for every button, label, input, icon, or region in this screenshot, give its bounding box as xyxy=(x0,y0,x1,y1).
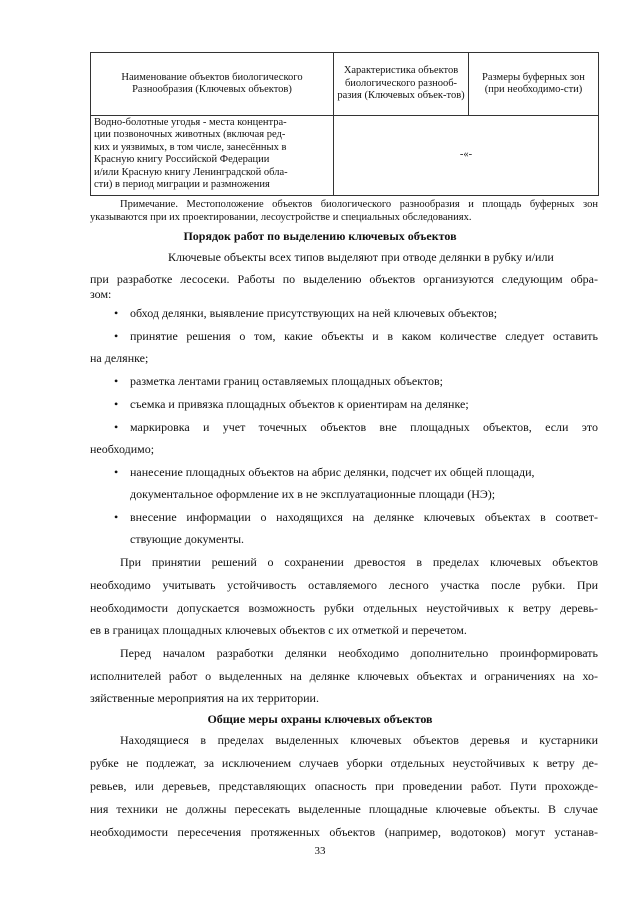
cell-line: ции позвоночных животных (включая ред- xyxy=(94,129,286,141)
list-item: принятие решения о том, какие объекты и в каком количестве следует оставить xyxy=(130,329,598,343)
cell-line: Водно-болотные угодья - места концентра- xyxy=(94,117,287,128)
paragraph-line: необходимости допускается возможность рубки отдельных неустойчивых к ветру деревь- xyxy=(90,601,598,615)
paragraph-line: ревьев, или деревьев, представляющих опасность при проведении работ. Пути прохожде- xyxy=(90,779,598,793)
table-header-buffer-size: Размеры буферных зон (при необходимо-сти) xyxy=(469,53,599,116)
paragraph-line: ев в границах площадных ключевых объектов с их отметкой и перечетом. xyxy=(90,623,467,637)
bullet-icon: • xyxy=(114,306,119,320)
paragraph-line: ния техники не должны пересекать выделенные площадные ключевые объекты. В случае xyxy=(90,802,598,816)
table-row xyxy=(91,116,599,196)
paragraph-line: Перед началом разработки делянки необходимо дополнительно проинформировать xyxy=(120,646,598,660)
list-item: нанесение площадных объектов на абрис делянки, подсчет их общей площади, xyxy=(130,465,535,479)
table-cell-object-name xyxy=(91,116,334,196)
cell-line: Красную книгу Российской Федерации xyxy=(94,154,270,166)
list-item: маркировка и учет точечных объектов вне площадных объектов, если это xyxy=(130,420,598,434)
paragraph-line: исполнителей работ о выделенных на делянке ключевых объектах и ограничениях на хо- xyxy=(90,669,598,683)
list-item-continuation: на делянке; xyxy=(90,351,149,365)
list-item-continuation: документальное оформление их в не эксплуатационные площади (НЭ); xyxy=(130,487,496,501)
list-item-continuation: ствующие документы. xyxy=(130,532,245,546)
section-heading-protection: Общие меры охраны ключевых объектов xyxy=(207,712,433,726)
cell-line: ких и уязвимых, в том числе, занесённых в xyxy=(94,141,287,153)
bullet-icon: • xyxy=(114,465,119,479)
bullet-icon: • xyxy=(114,397,119,411)
list-item: съемка и привязка площадных объектов к ориентирам на делянке; xyxy=(130,397,469,411)
page-number: 33 xyxy=(314,845,326,857)
paragraph-line: необходимости пересечения протяженных объектов (например, водотоков) могут устанав- xyxy=(90,825,598,839)
list-item: внесение информации о находящихся на делянке ключевых объектах в соответ- xyxy=(130,510,598,524)
table-header-name: Наименование объектов биологического Разнообразия (Ключевых объектов) xyxy=(91,53,334,116)
bullet-icon: • xyxy=(114,374,119,388)
bullet-icon: • xyxy=(114,329,119,343)
section-heading-procedure: Порядок работ по выделению ключевых объектов xyxy=(183,229,457,243)
list-item: обход делянки, выявление присутствующих на ней ключевых объектов; xyxy=(130,306,498,320)
paragraph-line: при разработке лесосеки. Работы по выделению объектов организуются следующим обра- xyxy=(90,272,598,286)
paragraph-line: Находящиеся в пределах выделенных ключевых объектов деревья и кустарники xyxy=(120,733,598,747)
cell-line: и/или Красную книгу Ленинградской обла- xyxy=(94,166,288,178)
list-item: разметка лентами границ оставляемых площадных объектов; xyxy=(130,374,444,388)
biodiversity-objects-table xyxy=(90,52,599,196)
list-item-continuation: необходимо; xyxy=(90,442,155,456)
bullet-icon: • xyxy=(114,510,119,524)
paragraph-line: необходимо учитывать устойчивость оставляемого лесного участка после рубки. При xyxy=(90,578,598,592)
bullet-icon: • xyxy=(114,420,119,434)
cell-line: сти) в период миграции и размножения xyxy=(94,179,270,191)
paragraph-line: Ключевые объекты всех типов выделяют при отводе делянки в рубку и/или xyxy=(168,250,554,264)
table-header-characteristic: Характеристика объектов биологического разнооб-разия (Ключевых объек-тов) xyxy=(334,53,469,116)
paragraph-line: рубке не подлежат, за исключением случаев уборки отдельных неустойчивых к ветру де- xyxy=(90,756,598,770)
paragraph-line: зяйственные мероприятия на их территории. xyxy=(90,691,319,705)
table-header-row xyxy=(91,53,599,116)
table-note: Примечание. Местоположение объектов биологического разнообразия и площадь буферных зон указываются при их проектировании, лесоустройстве и специальных обследованиях. xyxy=(90,199,598,223)
table-cell-characteristic: -«- xyxy=(334,116,599,196)
paragraph-line: зом: xyxy=(90,287,112,301)
paragraph-line: При принятии решений о сохранении древостоя в пределах ключевых объектов xyxy=(120,555,598,569)
